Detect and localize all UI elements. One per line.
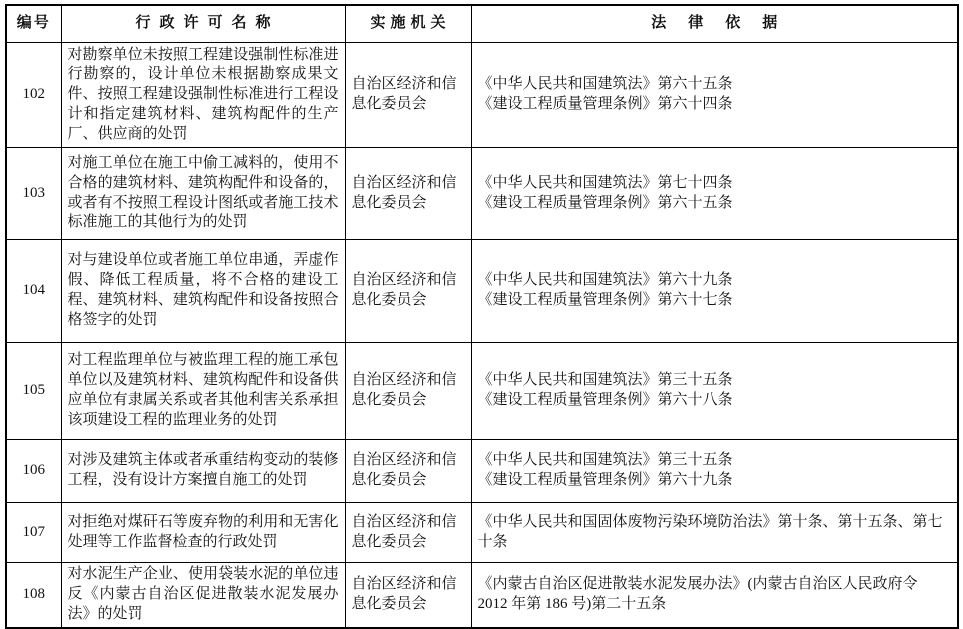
table-row (6, 43, 958, 148)
col-header-id: 编号 (6, 5, 61, 43)
cell-row-number: 106 (6, 440, 61, 503)
table-row (6, 563, 958, 628)
table-header (6, 5, 958, 43)
cell-permit-name: 对涉及建筑主体或者承重结构变动的装修工程，没有设计方案擅自施工的处罚 (61, 440, 345, 503)
legal-basis-line: 《中华人民共和国建筑法》第三十五条 (477, 452, 733, 469)
cell-legal-basis (471, 440, 958, 503)
col-header-name: 行政许可名称 (61, 5, 345, 43)
cell-agency: 自治区经济和信息化委员会 (345, 148, 471, 240)
cell-legal-basis (471, 563, 958, 628)
cell-permit-name: 对拒绝对煤矸石等废弃物的利用和无害化处理等工作监督检查的行政处罚 (61, 503, 345, 563)
cell-row-number: 108 (6, 563, 61, 628)
legal-basis-line: 《中华人民共和国建筑法》第七十四条 (477, 174, 733, 191)
cell-row-number: 107 (6, 503, 61, 563)
legal-basis-line: 《中华人民共和国固体废物污染环境防治法》第十条、第十五条、第七十条 (477, 513, 943, 550)
cell-permit-name: 对水泥生产企业、使用袋装水泥的单位违反《内蒙古自治区促进散装水泥发展办法》的处罚 (61, 563, 345, 628)
cell-agency: 自治区经济和信息化委员会 (345, 343, 471, 440)
cell-agency: 自治区经济和信息化委员会 (345, 440, 471, 503)
cell-row-number: 103 (6, 148, 61, 240)
cell-permit-name: 对与建设单位或者施工单位串通，弄虚作假、降低工程质量，将不合格的建设工程、建筑材料、建筑构配件和设备按照合格签字的处罚 (61, 240, 345, 343)
legal-basis-line: 《建设工程质量管理条例》第六十八条 (477, 392, 733, 408)
cell-row-number: 105 (6, 343, 61, 440)
table-row (6, 148, 958, 240)
cell-legal-basis (471, 343, 958, 440)
cell-legal-basis (471, 240, 958, 343)
permits-table (5, 4, 959, 629)
legal-basis-line: 《建设工程质量管理条例》第六十九条 (477, 472, 733, 488)
table-body (6, 43, 958, 628)
cell-agency: 自治区经济和信息化委员会 (345, 563, 471, 628)
col-header-law: 法律依据 (471, 5, 958, 43)
cell-legal-basis (471, 43, 958, 148)
legal-basis-line: 《建设工程质量管理条例》第六十七条 (477, 292, 733, 308)
table-row (6, 343, 958, 440)
table-row (6, 503, 958, 563)
legal-basis-line: 《中华人民共和国建筑法》第六十九条 (477, 272, 733, 289)
table-row (6, 440, 958, 503)
cell-permit-name: 对勘察单位未按照工程建设强制性标准进行勘察的，设计单位未根据勘察成果文件、按照工程建设强制性标准进行工程设计和指定建筑材料、建筑构配件的生产厂、供应商的处罚 (61, 43, 345, 148)
table-row (6, 240, 958, 343)
header-row (6, 5, 958, 43)
cell-agency: 自治区经济和信息化委员会 (345, 240, 471, 343)
cell-agency: 自治区经济和信息化委员会 (345, 503, 471, 563)
col-header-agency: 实施机关 (345, 5, 471, 43)
cell-legal-basis (471, 148, 958, 240)
cell-permit-name: 对工程监理单位与被监理工程的施工承包单位以及建筑材料、建筑构配件和设备供应单位有隶属关系或者其他利害关系承担该项建设工程的监理业务的处罚 (61, 343, 345, 440)
legal-basis-line: 《建设工程质量管理条例》第六十四条 (477, 96, 733, 112)
legal-basis-line: 《内蒙古自治区促进散装水泥发展办法》(内蒙古自治区人民政府令 2012 年第 186 号)第二十五条 (477, 575, 918, 612)
legal-basis-line: 《建设工程质量管理条例》第六十五条 (477, 194, 733, 211)
cell-permit-name: 对施工单位在施工中偷工减料的，使用不合格的建筑材料、建筑构配件和设备的，或者有不按照工程设计图纸或者施工技术标准施工的其他行为的处罚 (61, 148, 345, 240)
cell-row-number: 102 (6, 43, 61, 148)
cell-agency: 自治区经济和信息化委员会 (345, 43, 471, 148)
cell-row-number: 104 (6, 240, 61, 343)
legal-basis-line: 《中华人民共和国建筑法》第六十五条 (477, 76, 733, 93)
cell-legal-basis (471, 503, 958, 563)
legal-basis-line: 《中华人民共和国建筑法》第三十五条 (477, 372, 733, 389)
